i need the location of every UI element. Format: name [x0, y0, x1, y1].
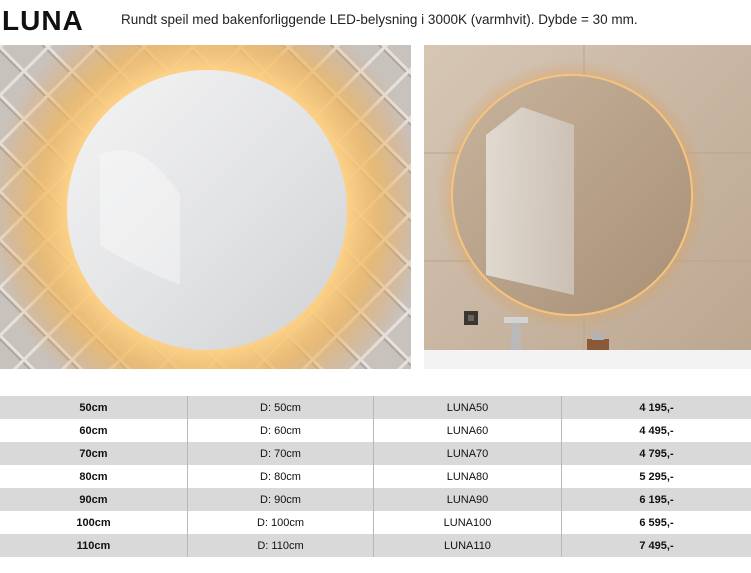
- price-cell: 6 195,-: [639, 493, 674, 506]
- product-code-cell: LUNA70: [374, 442, 562, 465]
- mirror-tile-wall-image: [0, 45, 411, 369]
- size-cell: 100cm: [0, 511, 188, 534]
- product-code-cell: LUNA110: [374, 534, 562, 557]
- table-row: [0, 488, 751, 511]
- product-title: LUNA: [2, 5, 84, 36]
- price-cell: 4 195,-: [639, 401, 674, 414]
- diameter-cell: D: 50cm: [188, 396, 374, 419]
- diameter-cell: D: 100cm: [188, 511, 374, 534]
- product-description: Rundt speil med bakenforliggende LED-belysning i 3000K (varmhvit). Dybde = 30 mm.: [121, 12, 638, 27]
- diameter-cell: D: 70cm: [188, 442, 374, 465]
- table-row: [0, 534, 751, 557]
- page-header: [0, 0, 751, 44]
- table-row: [0, 396, 751, 419]
- product-code-cell: LUNA80: [374, 465, 562, 488]
- table-row: [0, 442, 751, 465]
- price-cell: 4 495,-: [639, 424, 674, 437]
- size-cell: 110cm: [0, 534, 188, 557]
- price-cell: 5 295,-: [639, 470, 674, 483]
- product-code-cell: LUNA100: [374, 511, 562, 534]
- price-cell: 7 495,-: [639, 539, 674, 552]
- diameter-cell: D: 80cm: [188, 465, 374, 488]
- table-row: [0, 465, 751, 488]
- price-cell: 6 595,-: [639, 516, 674, 529]
- diameter-cell: D: 90cm: [188, 488, 374, 511]
- mirror-bathroom-image: [424, 45, 751, 369]
- price-cell: 4 795,-: [639, 447, 674, 460]
- mirror-photo-bathroom: [424, 45, 751, 369]
- product-code-cell: LUNA90: [374, 488, 562, 511]
- mirror-photo-tile-wall: [0, 45, 411, 369]
- product-code-cell: LUNA60: [374, 419, 562, 442]
- price-table: [0, 396, 751, 557]
- table-row: [0, 419, 751, 442]
- size-cell: 70cm: [0, 442, 188, 465]
- size-cell: 90cm: [0, 488, 188, 511]
- table-row: [0, 511, 751, 534]
- diameter-cell: D: 110cm: [188, 534, 374, 557]
- size-cell: 80cm: [0, 465, 188, 488]
- size-cell: 50cm: [0, 396, 188, 419]
- size-cell: 60cm: [0, 419, 188, 442]
- product-code-cell: LUNA50: [374, 396, 562, 419]
- diameter-cell: D: 60cm: [188, 419, 374, 442]
